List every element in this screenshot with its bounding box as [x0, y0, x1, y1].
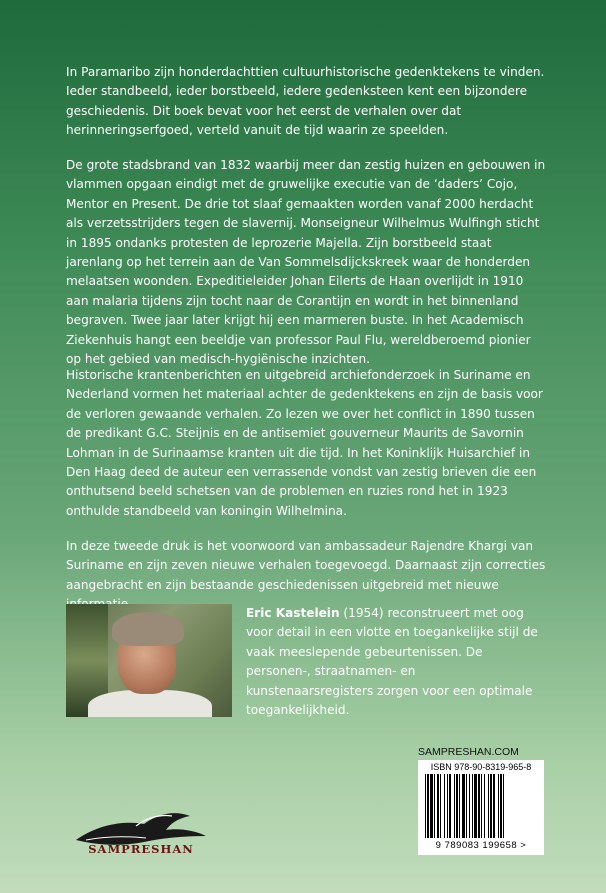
- description-paragraph-2: [66, 156, 548, 369]
- author-bio: [246, 604, 546, 720]
- description-paragraph-4: [66, 537, 548, 615]
- barcode-digits: 9 789083 199658 >: [435, 840, 527, 851]
- description-paragraph-3: [66, 366, 548, 521]
- paragraph-text: De grote stadsbrand van 1832 waarbij meer dan zestig huizen en gebouwen in vlammen opgaan eindigt met de gruwelijke executie van de ‘daders’ Cojo, Mentor en Present. De drie tot slaaf gemaakten worden vanaf 2000 herdacht als verzetsstrijders tegen de slavernij. Monseigneur Wilhelmus Wulfingh sticht in 1895 ondanks protesten de leprozerie Majella. Zijn borstbeeld staat jarenlang op het terrein aan de Van Sommelsdijckskreek waar de honderden melaatsen woonden. Expeditieleider Johan Eilerts de Haan overlijdt in 1910 aan malaria tijdens zijn tocht naar de Corantijn en wordt in het binnenland begraven. Twee jaar later krijgt hij een marmeren buste. In het Academisch Ziekenhuis hangt een beeldje van professor Paul Flu, wereldberoemd pionier op het gebied van medisch-hygiënische inzichten.: [66, 158, 546, 367]
- author-name: Eric Kastelein: [246, 606, 340, 620]
- author-hair: [112, 612, 184, 646]
- publisher-logo-text: SAMPRESHAN: [88, 842, 194, 856]
- author-shirt: [88, 690, 212, 717]
- paragraph-text: In Paramaribo zijn honderdachttien cultuurhistorische gedenktekens te vinden. Ieder standbeeld, ieder borstbeeld, iedere gedenksteen kent een bijzondere geschiedenis. Dit boek bevat voor het eerst de verhalen over dat herinneringserfgoed, verteld vanuit de tijd waarin ze speelden.: [66, 65, 545, 138]
- barcode-bars-icon: [424, 774, 538, 838]
- barcode: [418, 760, 544, 855]
- paragraph-text: Historische krantenberichten en uitgebreid archiefonderzoek in Suriname en Nederland vormen het materiaal achter de gedenktekens en zijn de basis voor de verloren gewaande verhalen. Zo lezen we over het conflict in 1890 tussen de predikant G.C. Steijnis en de antisemiet gouverneur Maurits de Savornin Lohman in de Surinaamse kranten uit die tijd. In het Koninklijk Huisarchief in Den Haag deed de auteur een verrassende vondst van zestig brieven die een onthutsend beeld schetsen van de problemen en ruzies rond het in 1923 onthulde standbeeld van koningin Wilhelmina.: [66, 368, 543, 518]
- publisher-url: SAMPRESHAN.COM: [418, 746, 519, 758]
- author-photo: [66, 604, 232, 717]
- isbn-number: ISBN 978-90-8319-965-8: [430, 762, 532, 772]
- paragraph-text: In deze tweede druk is het voorwoord van ambassadeur Rajendre Khargi van Suriname en zijn zeven nieuwe verhalen toegevoegd. Daarnaast zijn correcties aangebracht en zijn bestaande geschiedenissen uitgebreid met nieuwe: [66, 539, 546, 592]
- description-paragraph-1: [66, 63, 548, 141]
- author-bio-text: (1954) reconstrueert met oog voor detail in een vlotte en toegankelijke stijl de vaak meeslepende gebeurtenissen. De personen-, straatnamen- en kunstenaarsregisters zorgen voor een optimale toegankelijkheid.: [246, 606, 538, 718]
